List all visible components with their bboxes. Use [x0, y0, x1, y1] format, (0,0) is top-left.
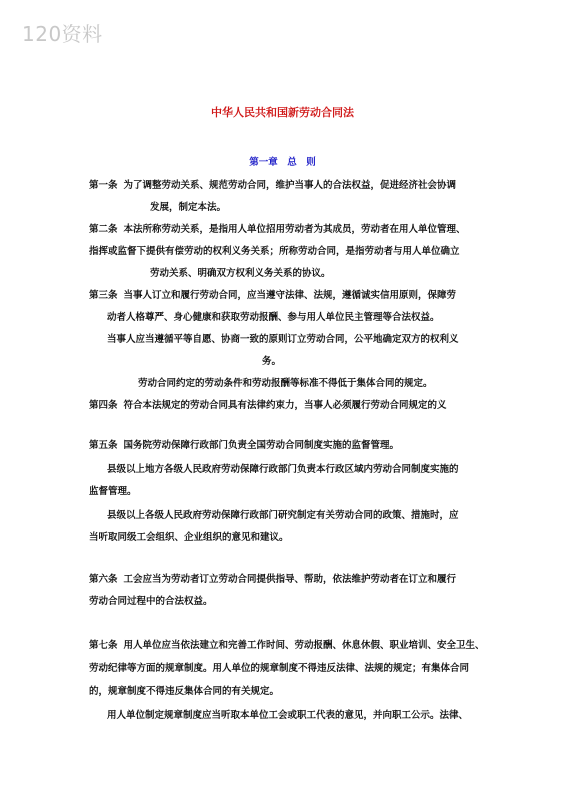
article-1-line-1 [89, 177, 456, 191]
article-1-text: 为了调整劳动关系、规范劳动合同，维护当事人的合法权益，促进经济社会协调 [123, 180, 457, 191]
article-6-line-1 [89, 571, 456, 585]
article-4-text: 符合本法规定的劳动合同具有法律约束力，当事人必须履行劳动合同规定的义 [123, 400, 447, 411]
article-7-line-2: 劳动纪律等方面的规章制度。用人单位的规章制度不得违反法律、法规的规定；有集体合同 [89, 663, 470, 674]
article-2-text: 本法所称劳动关系，是指用人单位招用劳动者为其成员，劳动者在用人单位管理、 [123, 224, 466, 235]
article-6-line-2: 劳动合同过程中的合法权益。 [89, 596, 213, 607]
article-2-line-2: 指挥或监督下提供有偿劳动的权利义务关系；所称劳动合同，是指劳动者与用人单位确立 [89, 246, 460, 257]
article-5-para-2-line-2: 监督管理。 [89, 486, 137, 497]
article-4-label: 第四条 [89, 400, 118, 411]
article-3-label: 第三条 [89, 290, 118, 301]
article-5-label: 第五条 [89, 440, 118, 451]
chapter-heading: 第一章 总 则 [249, 157, 316, 168]
article-5-line-1 [89, 437, 399, 451]
article-5-para-3-line-1: 县级以上各级人民政府劳动保障行政部门研究制定有关劳动合同的政策、措施时，应 [107, 510, 459, 521]
article-2-line-1 [89, 221, 466, 235]
document-title: 中华人民共和国新劳动合同法 [211, 106, 354, 119]
article-3-line-2: 动者人格尊严、身心健康和获取劳动报酬、参与用人单位民主管理等合法权益。 [107, 312, 440, 323]
article-3-line-1 [89, 287, 456, 301]
article-7-line-3: 的，规章制度不得违反集体合同的有关规定。 [89, 686, 280, 697]
article-1-label: 第一条 [89, 180, 118, 191]
article-5-text: 国务院劳动保障行政部门负责全国劳动合同制度实施的监督管理。 [123, 440, 400, 451]
article-7-para-2-line-1: 用人单位制定规章制度应当听取本单位工会或职工代表的意见，并向职工公示。法律、 [107, 710, 469, 721]
article-3-text: 当事人订立和履行劳动合同，应当遵守法律、法规，遵循诚实信用原则，保障劳 [123, 290, 457, 301]
article-5-para-3-line-2: 当听取同级工会组织、企业组织的意见和建议。 [89, 532, 289, 543]
article-4-line-1 [89, 397, 447, 411]
article-3-para-3: 劳动合同约定的劳动条件和劳动报酬等标准不得低于集体合同的规定。 [138, 378, 433, 389]
article-2-label: 第二条 [89, 224, 118, 235]
article-6-text: 工会应当为劳动者订立劳动合同提供指导、帮助，依法维护劳动者在订立和履行 [123, 574, 457, 585]
article-7-line-1 [89, 637, 485, 651]
article-7-text: 用人单位应当依法建立和完善工作时间、劳动报酬、休息休假、职业培训、安全卫生、 [123, 640, 485, 651]
watermark-logo: 120资料 [22, 22, 103, 46]
article-2-line-3: 劳动关系、明确双方权利义务关系的协议。 [150, 268, 331, 279]
article-7-label: 第七条 [89, 640, 118, 651]
article-5-para-2-line-1: 县级以上地方各级人民政府劳动保障行政部门负责本行政区域内劳动合同制度实施的 [107, 464, 459, 475]
article-3-para-2-line-2: 务。 [262, 356, 282, 367]
article-6-label: 第六条 [89, 574, 118, 585]
article-1-line-2: 发展，制定本法。 [150, 202, 227, 213]
article-3-para-2-line-1: 当事人应当遵循平等自愿、协商一致的原则订立劳动合同，公平地确定双方的权利义 [107, 334, 459, 345]
